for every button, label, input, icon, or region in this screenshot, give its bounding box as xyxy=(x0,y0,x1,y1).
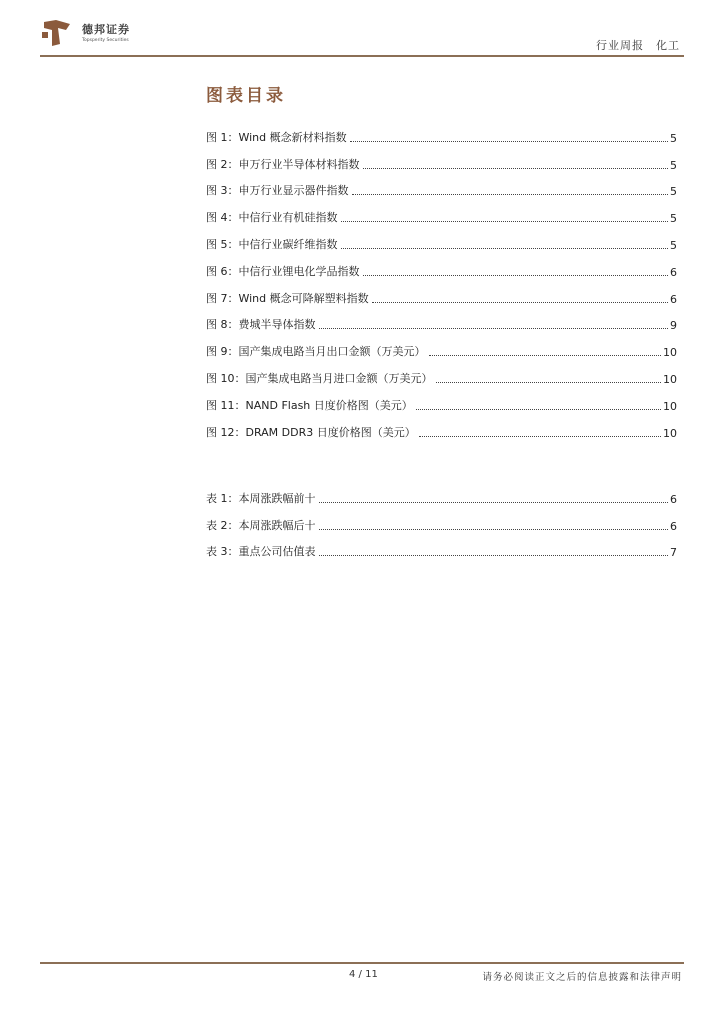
toc-entry-page: 5 xyxy=(670,185,677,199)
company-logo xyxy=(40,18,160,58)
toc-leader xyxy=(429,355,662,356)
toc-leader xyxy=(372,302,668,303)
toc-entry-fig-11[interactable] xyxy=(206,386,677,413)
toc-entry-page: 10 xyxy=(663,372,677,386)
toc-entry-table-3[interactable] xyxy=(206,533,677,560)
header-divider xyxy=(40,55,684,57)
toc-leader xyxy=(352,194,669,195)
toc-entry-label: 图 8：费城半导体指数 xyxy=(206,318,316,332)
toc-entry-label: 图 11：NAND Flash 日度价格图（美元） xyxy=(206,398,413,412)
toc-entry-page: 10 xyxy=(663,399,677,413)
toc-entry-table-1[interactable] xyxy=(206,479,677,506)
toc-leader xyxy=(416,409,661,410)
toc-entry-fig-6[interactable] xyxy=(206,252,677,279)
toc-entry-label: 图 1：Wind 概念新材料指数 xyxy=(206,130,347,144)
toc-entry-page: 9 xyxy=(670,319,677,333)
toc-entry-label: 图 5：中信行业碳纤维指数 xyxy=(206,237,338,251)
logo-en-text: Topsperity Securities xyxy=(82,38,129,43)
toc-entry-page: 6 xyxy=(670,265,677,279)
toc-entry-fig-2[interactable] xyxy=(206,145,677,172)
toc-leader xyxy=(341,248,669,249)
toc-entry-fig-4[interactable] xyxy=(206,198,677,225)
toc-entry-fig-12[interactable] xyxy=(206,413,677,440)
table-list xyxy=(206,479,677,559)
toc-entry-table-2[interactable] xyxy=(206,506,677,533)
footer-disclaimer: 请务必阅读正文之后的信息披露和法律声明 xyxy=(482,972,682,983)
figure-list xyxy=(206,118,677,440)
toc-entry-label: 图 6：中信行业锂电化学品指数 xyxy=(206,264,360,278)
toc-entry-page: 5 xyxy=(670,131,677,145)
toc-leader xyxy=(350,141,668,142)
toc-leader xyxy=(319,529,669,530)
toc-entry-fig-8[interactable] xyxy=(206,306,677,333)
toc-entry-label: 图 12：DRAM DDR3 日度价格图（美元） xyxy=(206,425,416,439)
logo-cn-text: 德邦证券 xyxy=(82,23,130,36)
toc-entry-page: 6 xyxy=(670,519,677,533)
footer-divider xyxy=(40,962,684,964)
toc-entry-page: 5 xyxy=(670,238,677,252)
page-number: 4 / 11 xyxy=(349,969,378,980)
toc-entry-label: 表 3：重点公司估值表 xyxy=(206,545,316,559)
toc-leader xyxy=(319,328,669,329)
toc-entry-page: 5 xyxy=(670,158,677,172)
company-logo-icon xyxy=(40,18,74,48)
toc-entry-label: 图 7：Wind 概念可降解塑料指数 xyxy=(206,291,369,305)
toc-entry-label: 图 10：国产集成电路当月进口金额（万美元） xyxy=(206,371,433,385)
toc-entry-label: 图 4：中信行业有机硅指数 xyxy=(206,211,338,225)
toc-leader xyxy=(419,436,661,437)
toc-entry-page: 6 xyxy=(670,492,677,506)
toc-entry-fig-10[interactable] xyxy=(206,359,677,386)
toc-entry-label: 图 3：申万行业显示器件指数 xyxy=(206,184,349,198)
toc-leader xyxy=(319,502,669,503)
toc-entry-page: 10 xyxy=(663,346,677,360)
toc-entry-fig-7[interactable] xyxy=(206,279,677,306)
toc-entry-page: 6 xyxy=(670,292,677,306)
report-type: 行业周报 化工 xyxy=(596,39,680,52)
toc-leader xyxy=(319,555,669,556)
toc-leader xyxy=(436,382,662,383)
toc-entry-label: 表 1：本周涨跌幅前十 xyxy=(206,491,316,505)
toc-entry-fig-3[interactable] xyxy=(206,172,677,199)
toc-entry-fig-5[interactable] xyxy=(206,225,677,252)
toc-entry-fig-1[interactable] xyxy=(206,118,677,145)
toc-entry-label: 表 2：本周涨跌幅后十 xyxy=(206,518,316,532)
toc-title: 图表目录 xyxy=(206,86,286,106)
toc-entry-page: 7 xyxy=(670,546,677,560)
toc-entry-page: 10 xyxy=(663,426,677,440)
toc-leader xyxy=(341,221,669,222)
toc-leader xyxy=(363,275,669,276)
toc-entry-label: 图 9：国产集成电路当月出口金额（万美元） xyxy=(206,345,426,359)
toc-entry-page: 5 xyxy=(670,212,677,226)
toc-entry-label: 图 2：申万行业半导体材料指数 xyxy=(206,157,360,171)
toc-leader xyxy=(363,168,669,169)
toc-entry-fig-9[interactable] xyxy=(206,332,677,359)
